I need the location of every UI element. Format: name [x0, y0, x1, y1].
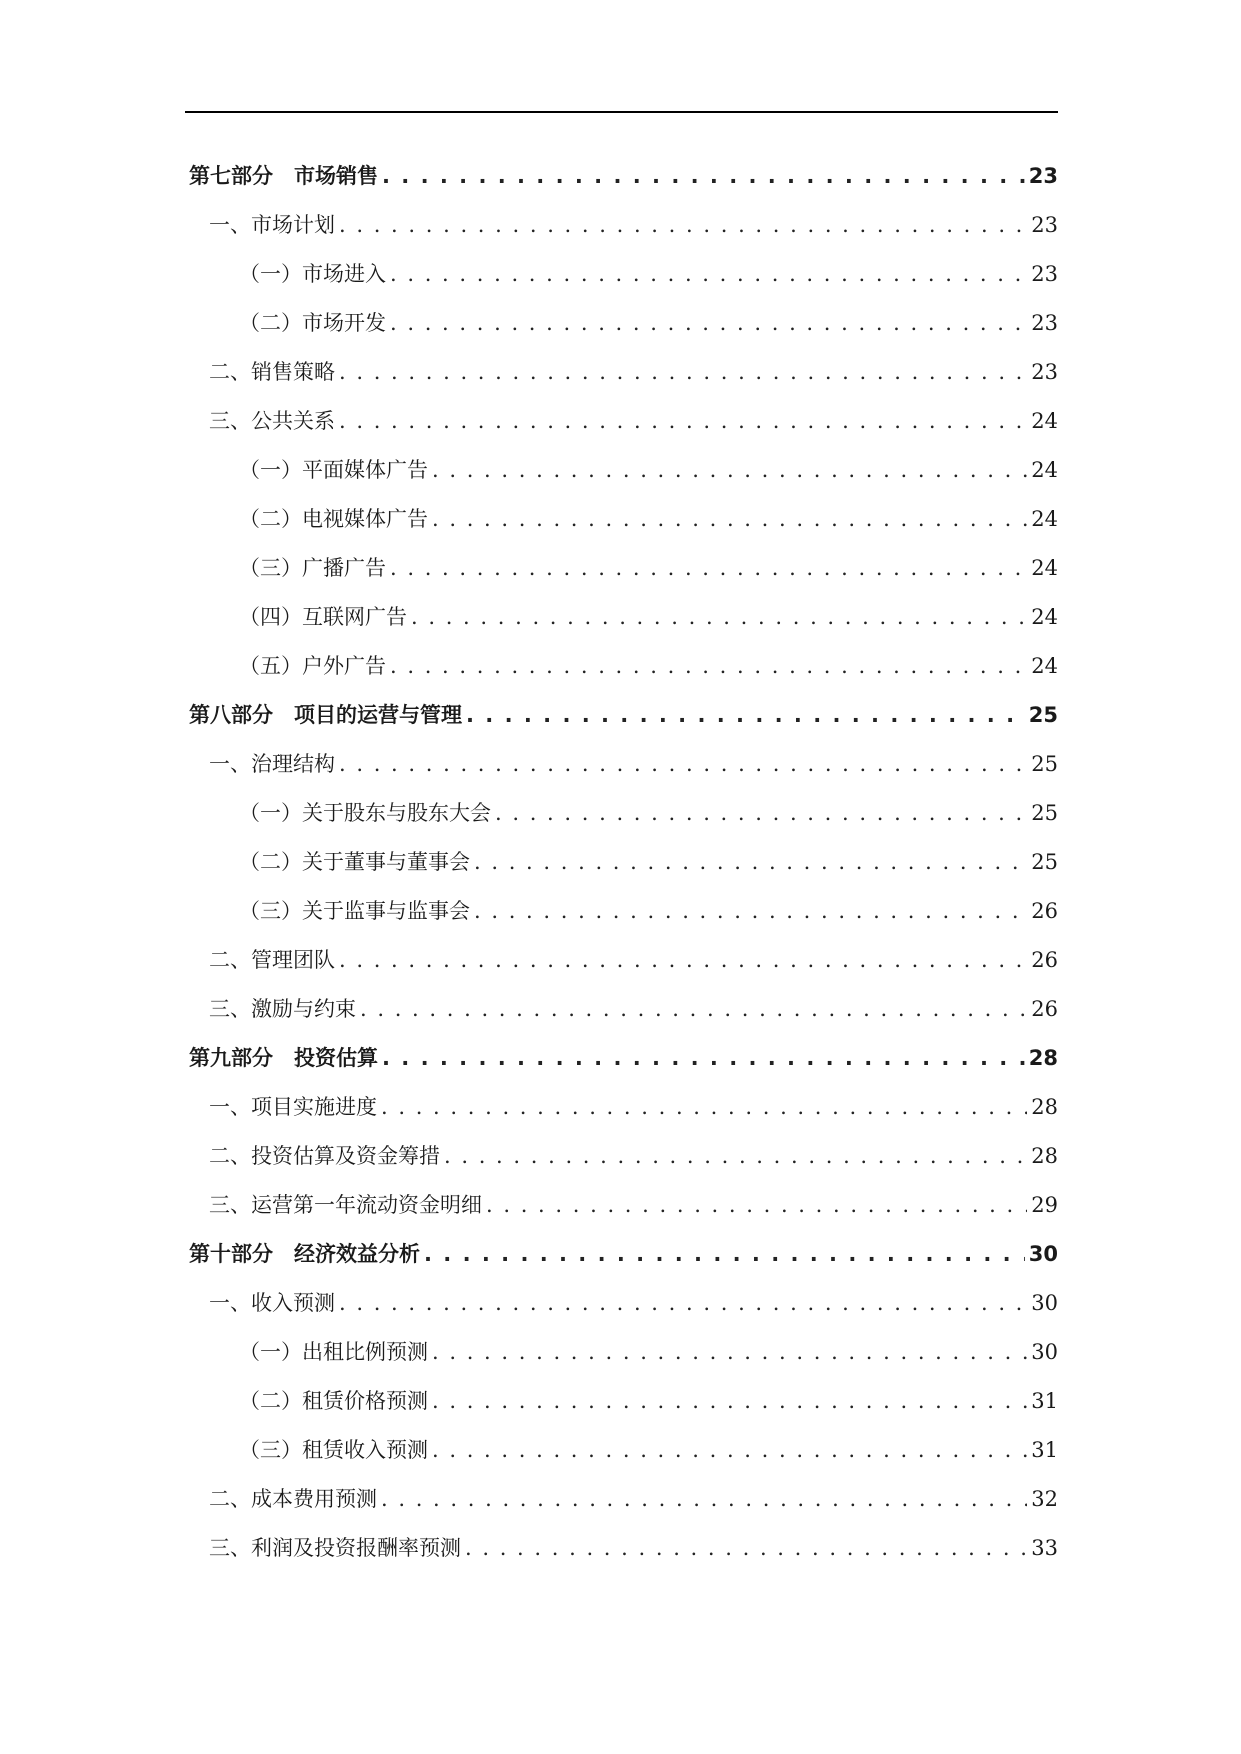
- toc-entry-level3[interactable]: [185, 1377, 1058, 1426]
- toc-entry-title: （五）户外广告: [239, 654, 386, 678]
- toc-entry-title: 第九部分 投资估算: [189, 1046, 378, 1070]
- toc-entry-page-number: 24: [1031, 507, 1058, 531]
- toc-entry-level1[interactable]: [185, 1034, 1058, 1083]
- dot-leader: [390, 544, 1027, 593]
- toc-entry-level3[interactable]: [185, 299, 1058, 348]
- toc-entry-page-number: 30: [1031, 1291, 1058, 1315]
- toc-entry-title: 第七部分 市场销售: [189, 164, 378, 188]
- toc-entry-title: 三、公共关系: [209, 409, 335, 433]
- toc-entry-level3[interactable]: [185, 1328, 1058, 1377]
- toc-entry-title: 二、管理团队: [209, 948, 335, 972]
- dot-leader: [432, 446, 1027, 495]
- toc-entry-level1[interactable]: [185, 152, 1058, 201]
- dot-leader: [339, 740, 1027, 789]
- toc-entry-level3[interactable]: [185, 789, 1058, 838]
- toc-entry-title: 二、成本费用预测: [209, 1487, 377, 1511]
- toc-entry-title: 一、治理结构: [209, 752, 335, 776]
- toc-entry-level2[interactable]: [185, 201, 1058, 250]
- dot-leader: [381, 1083, 1027, 1132]
- toc-entry-level2[interactable]: [185, 1475, 1058, 1524]
- toc-entry-level2[interactable]: [185, 1524, 1058, 1573]
- dot-leader: [382, 1034, 1025, 1083]
- toc-entry-page-number: 24: [1031, 605, 1058, 629]
- toc-entry-level1[interactable]: [185, 691, 1058, 740]
- toc-entry-page-number: 24: [1031, 556, 1058, 580]
- toc-entry-level2[interactable]: [185, 397, 1058, 446]
- toc-entry-page-number: 28: [1028, 1046, 1058, 1070]
- toc-entry-page-number: 31: [1031, 1438, 1058, 1462]
- dot-leader: [339, 1279, 1027, 1328]
- toc-entry-page-number: 33: [1031, 1536, 1058, 1560]
- toc-entry-title: （三）广播广告: [239, 556, 386, 580]
- toc-entry-level2[interactable]: [185, 1279, 1058, 1328]
- toc-entry-page-number: 24: [1031, 458, 1058, 482]
- toc-entry-level2[interactable]: [185, 348, 1058, 397]
- toc-entry-level1[interactable]: [185, 1230, 1058, 1279]
- toc-entry-title: （一）关于股东与股东大会: [239, 801, 491, 825]
- toc-entry-page-number: 24: [1031, 654, 1058, 678]
- toc-entry-level2[interactable]: [185, 985, 1058, 1034]
- toc-entry-page-number: 25: [1031, 752, 1058, 776]
- toc-entry-title: （一）平面媒体广告: [239, 458, 428, 482]
- toc-entry-page-number: 28: [1031, 1095, 1058, 1119]
- toc-entry-title: 三、运营第一年流动资金明细: [209, 1193, 482, 1217]
- toc-entry-title: （四）互联网广告: [239, 605, 407, 629]
- toc-entry-title: 第八部分 项目的运营与管理: [189, 703, 462, 727]
- dot-leader: [495, 789, 1027, 838]
- toc-entry-title: （二）关于董事与董事会: [239, 850, 470, 874]
- dot-leader: [474, 887, 1027, 936]
- toc-entry-page-number: 30: [1031, 1340, 1058, 1364]
- toc-entry-title: 一、项目实施进度: [209, 1095, 377, 1119]
- dot-leader: [339, 936, 1027, 985]
- table-of-contents: [185, 152, 1058, 1573]
- toc-entry-page-number: 25: [1028, 703, 1058, 727]
- toc-entry-level3[interactable]: [185, 642, 1058, 691]
- toc-entry-title: （一）出租比例预测: [239, 1340, 428, 1364]
- toc-entry-page-number: 23: [1031, 360, 1058, 384]
- dot-leader: [339, 397, 1027, 446]
- toc-entry-page-number: 25: [1031, 850, 1058, 874]
- toc-entry-page-number: 26: [1031, 997, 1058, 1021]
- dot-leader: [390, 250, 1027, 299]
- dot-leader: [360, 985, 1027, 1034]
- toc-entry-title: 三、利润及投资报酬率预测: [209, 1536, 461, 1560]
- dot-leader: [381, 1475, 1027, 1524]
- toc-entry-level3[interactable]: [185, 838, 1058, 887]
- toc-entry-level3[interactable]: [185, 593, 1058, 642]
- toc-entry-title: 一、市场计划: [209, 213, 335, 237]
- toc-entry-page-number: 28: [1031, 1144, 1058, 1168]
- toc-entry-page-number: 30: [1028, 1242, 1058, 1266]
- toc-entry-level3[interactable]: [185, 250, 1058, 299]
- dot-leader: [339, 201, 1027, 250]
- toc-entry-level3[interactable]: [185, 446, 1058, 495]
- toc-entry-title: （二）租赁价格预测: [239, 1389, 428, 1413]
- toc-entry-level3[interactable]: [185, 495, 1058, 544]
- dot-leader: [424, 1230, 1025, 1279]
- dot-leader: [432, 495, 1027, 544]
- toc-entry-page-number: 23: [1028, 164, 1058, 188]
- dot-leader: [432, 1426, 1027, 1475]
- dot-leader: [474, 838, 1027, 887]
- toc-entry-level3[interactable]: [185, 544, 1058, 593]
- dot-leader: [432, 1377, 1027, 1426]
- toc-entry-level3[interactable]: [185, 887, 1058, 936]
- toc-entry-title: 三、激励与约束: [209, 997, 356, 1021]
- dot-leader: [432, 1328, 1027, 1377]
- dot-leader: [466, 691, 1025, 740]
- toc-entry-title: 一、收入预测: [209, 1291, 335, 1315]
- dot-leader: [382, 152, 1025, 201]
- toc-entry-title: （三）关于监事与监事会: [239, 899, 470, 923]
- toc-entry-title: 第十部分 经济效益分析: [189, 1242, 420, 1266]
- dot-leader: [486, 1181, 1027, 1230]
- toc-entry-page-number: 26: [1031, 899, 1058, 923]
- toc-entry-page-number: 23: [1031, 311, 1058, 335]
- toc-entry-page-number: 23: [1031, 213, 1058, 237]
- toc-entry-title: （二）电视媒体广告: [239, 507, 428, 531]
- toc-entry-page-number: 32: [1031, 1487, 1058, 1511]
- toc-entry-page-number: 23: [1031, 262, 1058, 286]
- toc-entry-level2[interactable]: [185, 1181, 1058, 1230]
- toc-entry-level3[interactable]: [185, 1426, 1058, 1475]
- toc-entry-title: （二）市场开发: [239, 311, 386, 335]
- header-rule: [185, 111, 1058, 113]
- toc-entry-page-number: 31: [1031, 1389, 1058, 1413]
- toc-entry-title: （一）市场进入: [239, 262, 386, 286]
- toc-entry-title: 二、销售策略: [209, 360, 335, 384]
- toc-entry-level2[interactable]: [185, 1132, 1058, 1181]
- dot-leader: [444, 1132, 1027, 1181]
- toc-entry-page-number: 26: [1031, 948, 1058, 972]
- dot-leader: [390, 299, 1027, 348]
- toc-entry-title: （三）租赁收入预测: [239, 1438, 428, 1462]
- toc-entry-page-number: 25: [1031, 801, 1058, 825]
- toc-entry-page-number: 29: [1031, 1193, 1058, 1217]
- toc-entry-title: 二、投资估算及资金筹措: [209, 1144, 440, 1168]
- toc-entry-level2[interactable]: [185, 936, 1058, 985]
- toc-entry-level2[interactable]: [185, 740, 1058, 789]
- dot-leader: [411, 593, 1027, 642]
- toc-entry-level2[interactable]: [185, 1083, 1058, 1132]
- toc-entry-page-number: 24: [1031, 409, 1058, 433]
- dot-leader: [339, 348, 1027, 397]
- dot-leader: [465, 1524, 1027, 1573]
- dot-leader: [390, 642, 1027, 691]
